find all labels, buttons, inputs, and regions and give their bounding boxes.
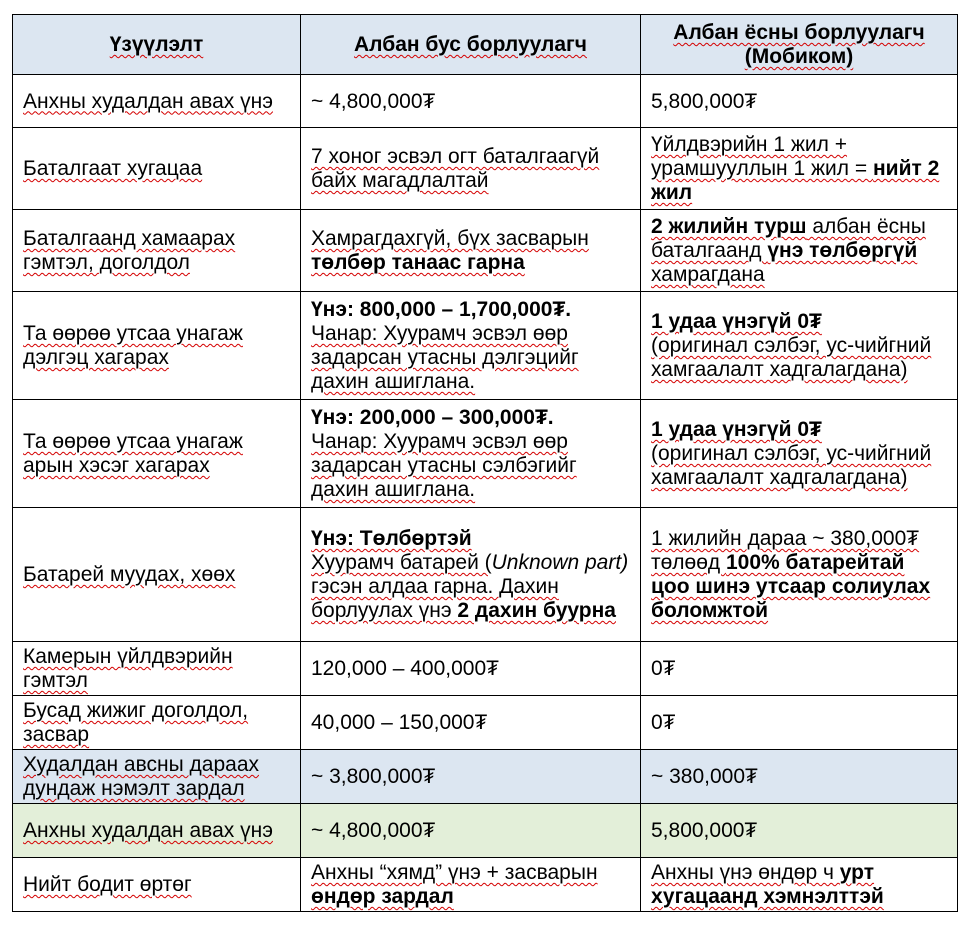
row-label: Батарей муудах, хөөх bbox=[13, 508, 301, 642]
row-label: Та өөрөө утсаа унагаж дэлгэц хагарах bbox=[13, 292, 301, 400]
unofficial-cell: ~ 3,800,000₮ bbox=[301, 750, 641, 804]
unofficial-cell: 7 хоног эсвэл огт баталгаагүй байх магадлалтай bbox=[301, 128, 641, 210]
row-label: Анхны худалдан авах үнэ bbox=[13, 75, 301, 128]
official-cell: ~ 380,000₮ bbox=[641, 750, 958, 804]
official-cell: 5,800,000₮ bbox=[641, 804, 958, 858]
table-row-initial-price bbox=[13, 75, 958, 128]
official-cell: 0₮ bbox=[641, 642, 958, 696]
official-cell: 1 удаа үнэгүй 0₮ (оригинал сэлбэг, ус-чийгний хамгаалалт хадгалагдана) bbox=[641, 400, 958, 508]
unofficial-cell: 120,000 – 400,000₮ bbox=[301, 642, 641, 696]
table-row-total-cost bbox=[13, 858, 958, 912]
official-cell: Үйлдвэрийн 1 жил + урамшууллын 1 жил = нийт 2 жил bbox=[641, 128, 958, 210]
official-cell: Анхны үнэ өндөр ч урт хугацаанд хэмнэлттэй bbox=[641, 858, 958, 912]
comparison-table bbox=[12, 14, 958, 912]
table-row-camera bbox=[13, 642, 958, 696]
unofficial-cell: Үнэ: 800,000 – 1,700,000₮. Чанар: Хуурамч эсвэл өөр задарсан утасны дэлгэцийг дахин ашиглана. bbox=[301, 292, 641, 400]
official-cell: 1 удаа үнэгүй 0₮ (оригинал сэлбэг, ус-чийгний хамгаалалт хадгалагдана) bbox=[641, 292, 958, 400]
table-row-additional-cost bbox=[13, 750, 958, 804]
unofficial-cell: Хамрагдахгүй, бүх засварын төлбөр танаас гарна bbox=[301, 210, 641, 292]
row-label: Анхны худалдан авах үнэ bbox=[13, 804, 301, 858]
table-row-initial-price-summary bbox=[13, 804, 958, 858]
row-label: Камерын үйлдвэрийн гэмтэл bbox=[13, 642, 301, 696]
header-row bbox=[13, 15, 958, 75]
row-label: Бусад жижиг доголдол, засвар bbox=[13, 696, 301, 750]
table-row-back-crack bbox=[13, 400, 958, 508]
table-row-warranty bbox=[13, 128, 958, 210]
official-cell: 0₮ bbox=[641, 696, 958, 750]
official-cell: 1 жилийн дараа ~ 380,000₮ төлөөд 100% батарейтай цоо шинэ утсаар солиулах боломжтой bbox=[641, 508, 958, 642]
row-label: Худалдан авсны дараах дундаж нэмэлт зардал bbox=[13, 750, 301, 804]
unofficial-cell: Үнэ: 200,000 – 300,000₮. Чанар: Хуурамч эсвэл өөр задарсан утасны сэлбэгийг дахин ашиглана. bbox=[301, 400, 641, 508]
unofficial-cell: Анхны “хямд” үнэ + засварын өндөр зардал bbox=[301, 858, 641, 912]
unofficial-cell: ~ 4,800,000₮ bbox=[301, 804, 641, 858]
row-label: Нийт бодит өртөг bbox=[13, 858, 301, 912]
official-cell: 5,800,000₮ bbox=[641, 75, 958, 128]
header-unofficial: Албан бус борлуулагч bbox=[301, 15, 641, 75]
unofficial-cell: ~ 4,800,000₮ bbox=[301, 75, 641, 128]
table-row-minor-repairs bbox=[13, 696, 958, 750]
table-row-screen-crack bbox=[13, 292, 958, 400]
table-row-battery bbox=[13, 508, 958, 642]
official-cell: 2 жилийн турш албан ёсны баталгаанд үнэ төлбөргүй хамрагдана bbox=[641, 210, 958, 292]
header-official: Албан ёсны борлуулагч (Мобиком) bbox=[641, 15, 958, 75]
header-criteria: Үзүүлэлт bbox=[13, 15, 301, 75]
row-label: Та өөрөө утсаа унагаж арын хэсэг хагарах bbox=[13, 400, 301, 508]
row-label: Баталгаат хугацаа bbox=[13, 128, 301, 210]
unofficial-cell: 40,000 – 150,000₮ bbox=[301, 696, 641, 750]
row-label: Баталгаанд хамаарах гэмтэл, доголдол bbox=[13, 210, 301, 292]
table-row-warranty-defects bbox=[13, 210, 958, 292]
unofficial-cell: Үнэ: Төлбөртэй Хуурамч батарей (Unknown part) гэсэн алдаа гарна. Дахин борлуулах үнэ 2 дахин буурна bbox=[301, 508, 641, 642]
